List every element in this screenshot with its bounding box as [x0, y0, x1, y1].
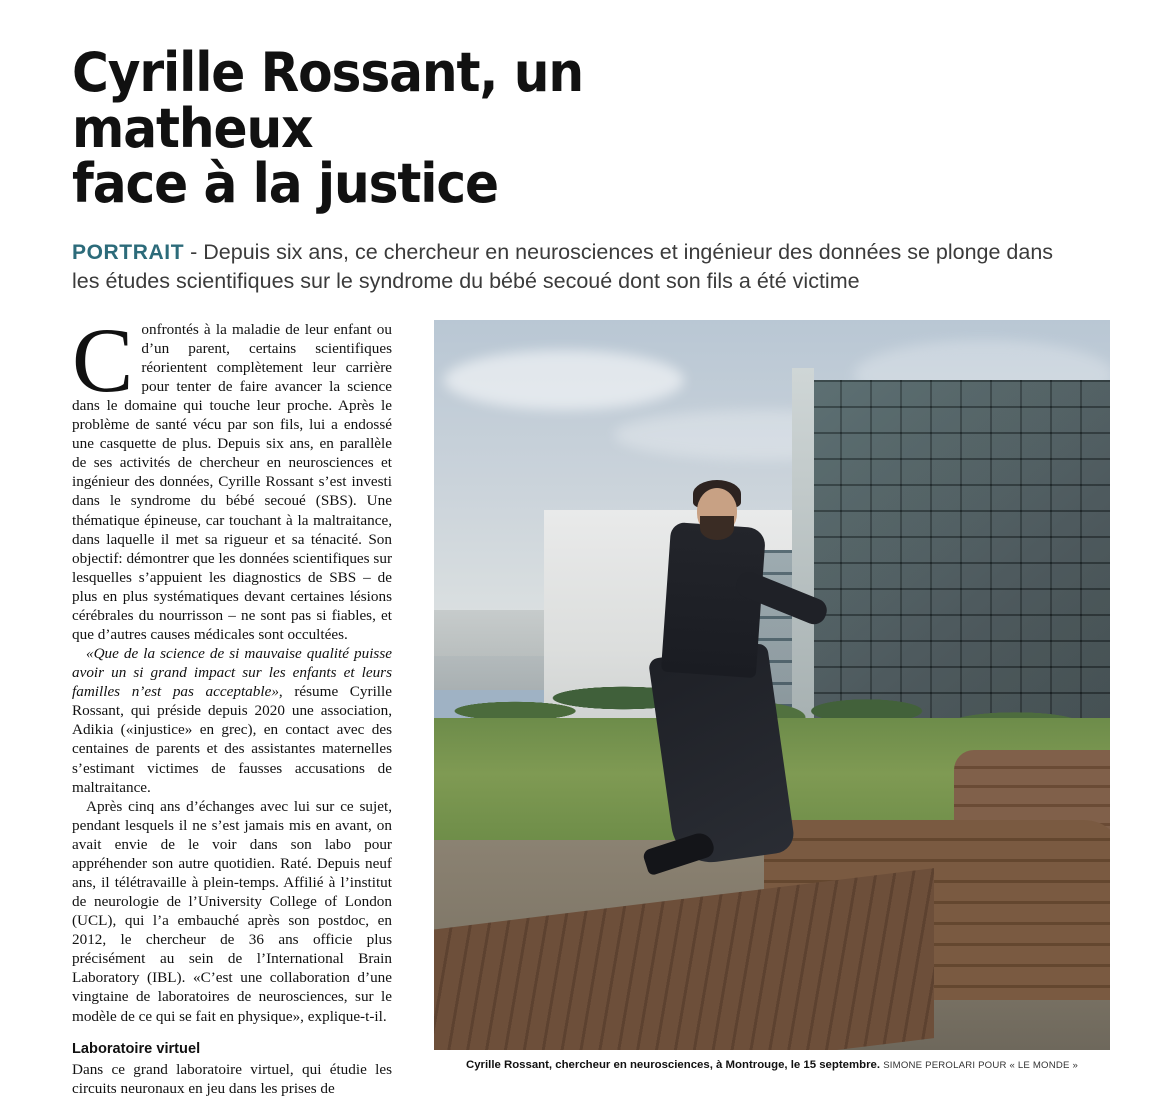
paragraph-lead — [72, 308, 392, 644]
cloud — [444, 350, 684, 410]
drop-cap: C — [72, 308, 134, 411]
quote-1-tail: , résume Cyrille Rossant, qui préside depuis 2020 une association, Adikia («injustice» en grec), en contact avec des centaines de parents et des assistantes maternelles s’estimant victimes de fausses accusations de maltraitance. — [72, 683, 392, 796]
photo-caption — [434, 1059, 1110, 1071]
headline-line-2: face à la justice — [72, 152, 498, 216]
subject-beard — [700, 516, 734, 540]
quote-1-italic: «Que de la science de si mauvaise qualité puisse avoir un si grand impact sur les enfants et leurs familles n’est pas acceptable» — [72, 645, 392, 701]
article-photo — [434, 320, 1110, 1050]
quote-2-tail: , explique-t-il. — [300, 1007, 387, 1025]
headline-line-1: Cyrille Rossant, un matheux — [72, 41, 584, 160]
photo-caption-text: Cyrille Rossant, chercheur en neurosciences, à Montrouge, le 15 septembre. — [466, 1058, 881, 1071]
paragraph-2-text: Après cinq ans d’échanges avec lui sur ce sujet, pendant lesquels il ne s’est jamais mis en avant, on avait envie de le voir dans son labo pour appréhender son autre quotidien. Raté. Depuis neuf ans, il télétravaille à plein-temps. Affilié à l’institut de neurologie de l’University College of London (UCL), qui l’a embauché après son postdoc, en 2012, le chercheur de 36 ans officie plus précisément au sein de l’International Brain Laboratory (IBL). — [72, 797, 392, 987]
paragraph-lead-text: onfrontés à la maladie de leur enfant ou d’un parent, certains scientifiques réorientent complètement leur carrière pour tenter de faire avancer la science dans le domaine qui touche leur proche. Après le problème de santé vécu par son fils, lui a endossé une casquette de plus. Depuis six ans, en parallèle de ses activités de chercheur en neurosciences et ingénieur des données, Cyrille Rossant s’est investi dans le syndrome du bébé secoué (SBS). Une thématique épineuse, car touchant à la maltraitance, dans laquelle il met sa rigueur et sa ténacité. Son objectif: démontrer que les données scientifiques sur lesquelles s’appuient les diagnostics de SBS – de plus en plus systématiques devant certaines lésions cérébrales du nourrisson – ne sont pas si fiables, et que d’autres causes médicales sont occultées. — [72, 320, 392, 643]
page-title — [72, 41, 779, 216]
article-body — [72, 308, 1111, 1098]
kicker-label: PORTRAIT — [72, 240, 185, 264]
standfirst-text: - Depuis six ans, ce chercheur en neurosciences et ingénieur des données se plonge dans les études scientifiques sur le syndrome du bébé secoué dont son fils a été victime — [72, 239, 1054, 293]
section-subhead: Laboratoire virtuel — [72, 1040, 201, 1057]
paragraph-3: Dans ce grand laboratoire virtuel, qui étudie les circuits neuronaux en jeu dans les prises de — [72, 1060, 392, 1098]
standfirst — [72, 238, 1072, 296]
text-column — [72, 308, 392, 1098]
photo-column — [434, 320, 1111, 1098]
paragraph-quote-1 — [72, 644, 392, 797]
photo-credit: SIMONE PEROLARI POUR « LE MONDE » — [883, 1059, 1078, 1071]
paragraph-2 — [72, 797, 392, 1026]
quote-2-italic: «C’est une collaboration d’une vingtaine de laboratoires de neurosciences, sur le modèle de ce qui se fait en physique» — [72, 969, 392, 1025]
